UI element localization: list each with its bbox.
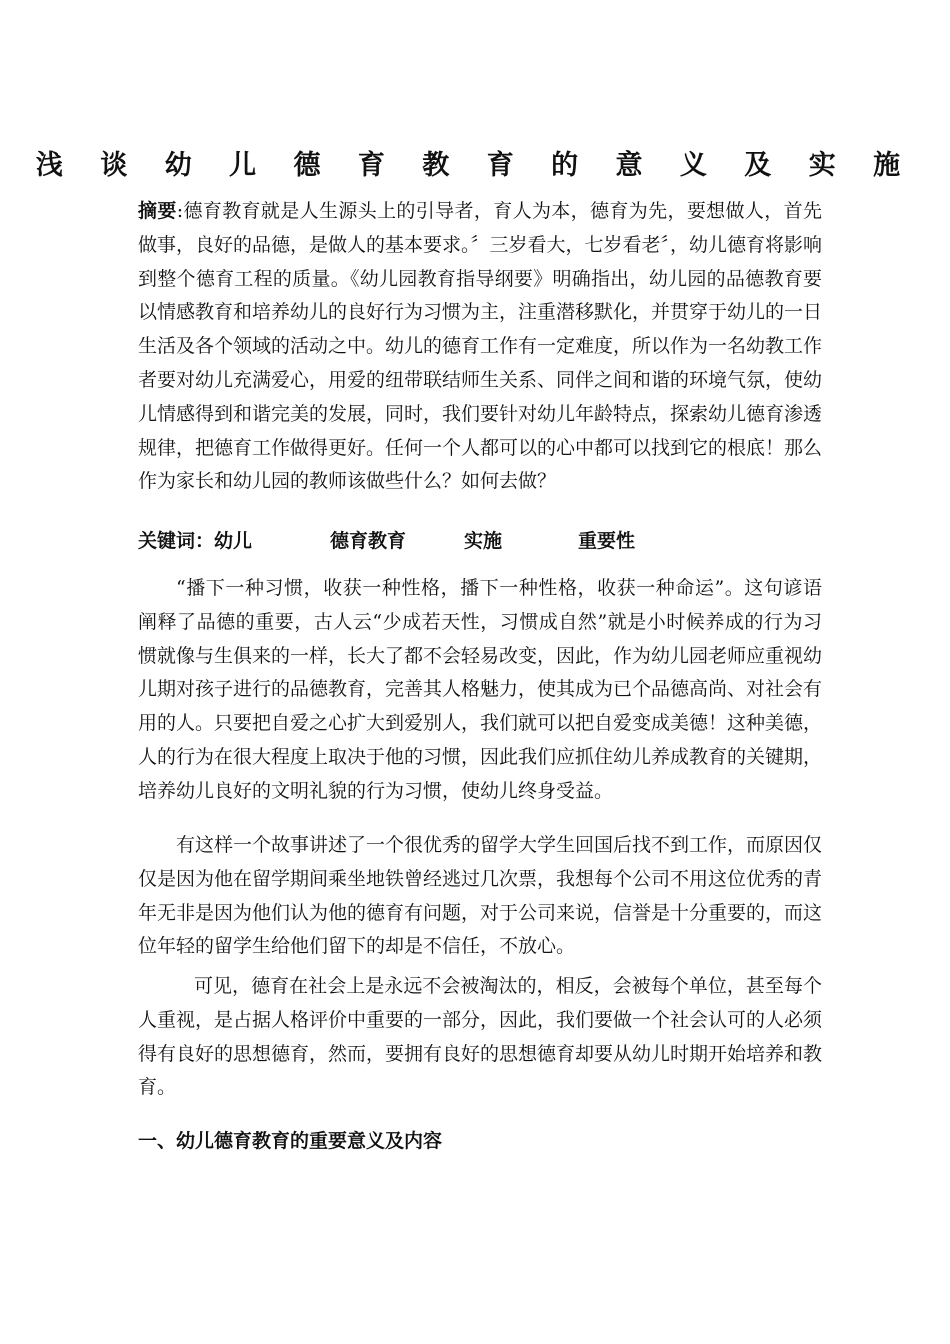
abstract-text: 德育教育就是人生源头上的引导者，育人为本，德育为先，要想做人，首先做事，良好的品德，是做人的基本要求。〞三岁看大，七岁看老〞，幼儿德育将影响到整个德育工程的质量。《幼儿园教育指导纲要》明确指出，幼儿园的品德教育要以情感教育和培养幼儿的良好行为习惯为主，注重潜移默化，并贯穿于幼儿的一日生活及各个领域的活动之中。幼儿的德育工作有一定难度，所以作为一名幼教工作者要对幼儿充满爱心，用爱的纽带联结师生关系、同伴之间和谐的环境气氛，使幼儿情感得到和谐完美的发展，同时，我们要针对幼儿年龄特点，探索幼儿德育渗透规律，把德育工作做得更好。任何一个人都可以的心中都可以找到它的根底！那么作为家长和幼儿园的教师该做些什么？如何去做？: [138, 200, 823, 493]
keyword-item: 德育教育: [330, 530, 407, 552]
keywords-line: [138, 524, 822, 558]
body-paragraph: 可见，德育在社会上是永远不会被淘汰的，相反，会被每个单位，甚至每个人重视，是占据人格评价中重要的一部分，因此，我们要做一个社会认可的人必须得有良好的思想德育，然而，要拥有良好的思想德育却要从幼儿时期开始培养和教育。: [138, 975, 823, 1099]
keyword-item: 幼儿: [214, 530, 253, 552]
abstract-paragraph: [138, 195, 822, 499]
keyword-item: 重要性: [578, 530, 636, 552]
body-paragraph: “播下一种习惯，收获一种性格，播下一种性格，收获一种命运”。这句谚语阐释了品德的重要，古人云“少成若天性，习惯成自然”就是小时候养成的行为习惯就像与生俱来的一样，长大了都不会轻易改变，因此，作为幼儿园老师应重视幼儿期对孩子进行的品德教育，完善其人格魅力，使其成为已个品德高尚、对社会有用的人。只要把自爱之心扩大到爱别人，我们就可以把自爱变成美德！这种美德，人的行为在很大程度上取决于他的习惯，因此我们应抓住幼儿养成教育的关键期，培养幼儿良好的文明礼貌的行为习惯，使幼儿终身受益。: [138, 577, 823, 802]
abstract-separator: :: [176, 200, 184, 222]
abstract-label: 摘要: [138, 200, 177, 222]
document-title: 浅 谈 幼 儿 德 育 教 育 的 意 义 及 实 施: [35, 150, 915, 181]
section-heading: 一、幼儿德育教育的重要意义及内容: [138, 1130, 443, 1152]
keyword-item: 实施: [464, 530, 503, 552]
body-paragraph: 有这样一个故事讲述了一个很优秀的留学大学生回国后找不到工作，而原因仅仅是因为他在留学期间乘坐地铁曾经逃过几次票，我想每个公司不用这位优秀的青年无非是因为他们认为他的德育有问题，对于公司来说，信誉是十分重要的，而这位年轻的留学生给他们留下的却是不信任，不放心。: [138, 834, 823, 958]
keywords-label: 关键词：: [138, 530, 215, 552]
